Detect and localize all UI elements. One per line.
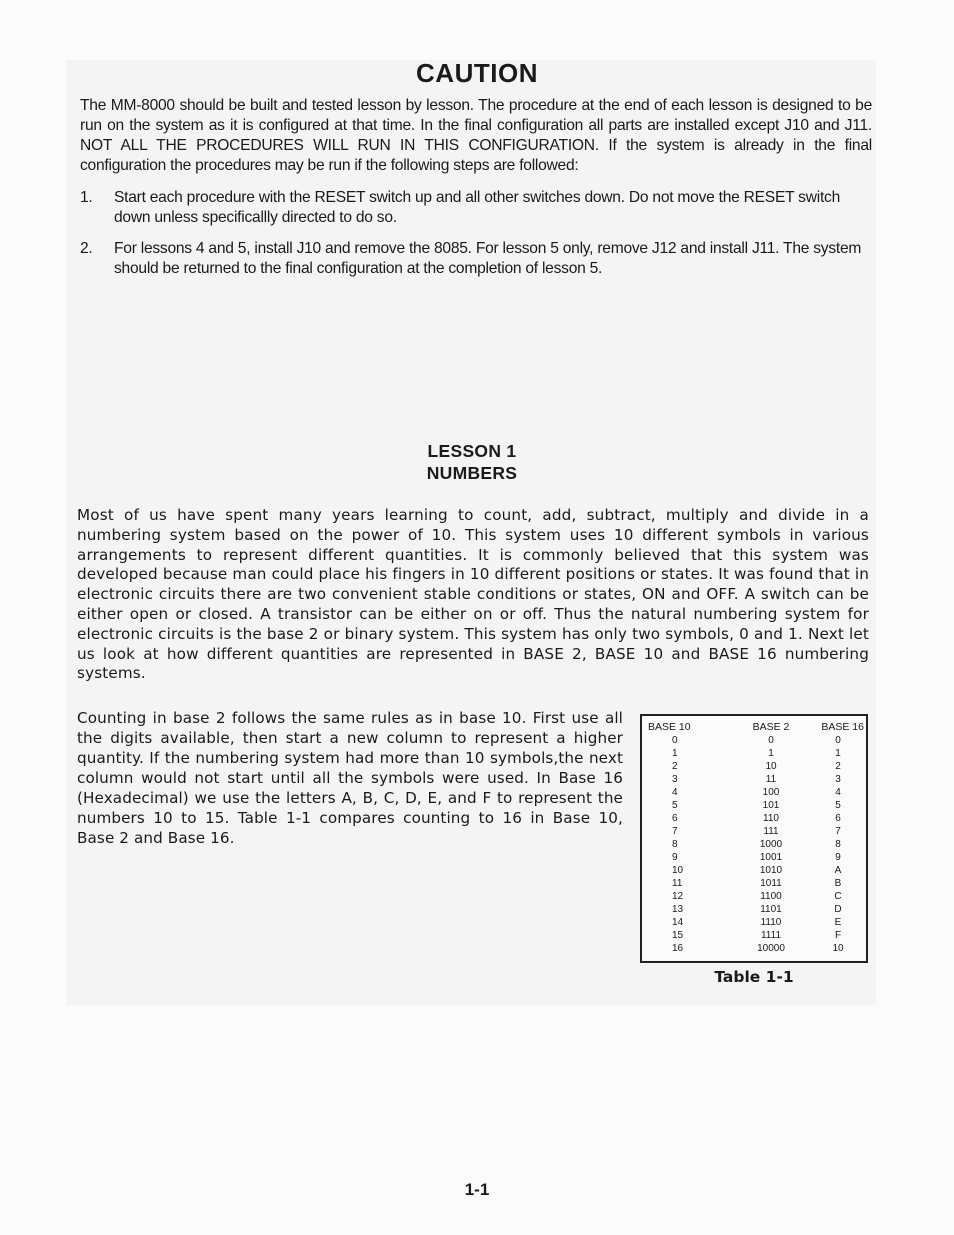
table-body <box>648 734 864 955</box>
step-text: Start each procedure with the RESET switch up and all other switches down. Do not move the RESET switch down unless specificallly directed to do so. <box>114 189 841 226</box>
table-row <box>648 812 864 825</box>
table-row <box>648 825 864 838</box>
cell-base16: 0 <box>835 735 841 746</box>
intro-paragraph: Most of us have spent many years learning to count, add, subtract, multiply and divide in a numbering system based on the power of 10. This system uses 10 different symbols in various arrangements to represent different quantities. It is commonly believed that this system was developed because man could place his fingers in 10 different positions or states. It was found that in electronic circuits there are two convenient stable conditions or states, ON and OFF. A switch can be either open or closed. A transistor can be either on or off. Thus the natural numbering system for electronic circuits is the base 2 or binary system. This system has only two symbols, 0 and 1. Next let us look at how different quantities are represented in BASE 2, BASE 10 and BASE 16 numbering systems. <box>77 506 869 683</box>
cell-base2: 1111 <box>760 930 782 941</box>
cell-base2: 1010 <box>759 865 783 876</box>
cell-base16: F <box>834 930 842 941</box>
cell-base2: 10000 <box>757 943 785 954</box>
cell-base2: 100 <box>762 787 780 798</box>
step-number: 1. <box>80 189 93 206</box>
table-row <box>648 786 864 799</box>
cell-base10: 0 <box>672 735 678 746</box>
cell-base16: C <box>834 891 842 902</box>
header-base16: BASE 16 <box>821 721 864 733</box>
cell-base2: 1000 <box>759 839 783 850</box>
cell-base10: 2 <box>672 761 678 772</box>
cell-base2: 110 <box>763 813 779 824</box>
lesson-title: NUMBERS <box>426 463 518 483</box>
header-base2: BASE 2 <box>752 721 790 733</box>
cell-base10: 16 <box>672 943 684 954</box>
cell-base2: 1 <box>768 748 774 759</box>
cell-base10: 1 <box>672 748 678 759</box>
cell-base16: D <box>834 904 842 915</box>
table-row <box>648 760 864 773</box>
caution-title: CAUTION <box>416 58 538 88</box>
table-row <box>648 890 864 903</box>
cell-base16: 5 <box>835 800 841 811</box>
table-row <box>648 838 864 851</box>
cell-base16: 4 <box>835 787 841 798</box>
table-row <box>648 799 864 812</box>
cell-base10: 13 <box>672 904 684 915</box>
cell-base2: 101 <box>762 800 780 811</box>
cell-base16: 1 <box>835 748 841 759</box>
cell-base16: 2 <box>835 761 841 772</box>
cell-base10: 14 <box>672 917 684 928</box>
caution-steps-list <box>80 188 872 290</box>
base-comparison-table <box>640 714 868 963</box>
cell-base16: 10 <box>832 943 844 954</box>
cell-base10: 10 <box>672 865 684 876</box>
table-row <box>648 851 864 864</box>
table-header-row <box>648 720 864 734</box>
step-text: For lessons 4 and 5, install J10 and remove the 8085. For lesson 5 only, remove J12 and install J11. The system should be returned to the final configuration at the completion of lesson 5. <box>114 240 862 277</box>
cell-base16: 9 <box>835 852 841 863</box>
cell-base10: 8 <box>672 839 678 850</box>
cell-base10: 7 <box>672 826 678 837</box>
counting-paragraph: Counting in base 2 follows the same rules as in base 10. First use all the digits available, then start a new column to represent a higher quantity. If the numbering system had more than 10 symbols,the next column would not start until all the symbols were used. In Base 16 (Hexadecimal) we use the letters A, B, C, D, E, and F to represent the numbers 10 to 15. Table 1-1 compares counting to 16 in Base 10, Base 2 and Base 16. <box>77 709 623 847</box>
cell-base10: 6 <box>672 813 678 824</box>
cell-base16: A <box>834 865 842 876</box>
cell-base10: 12 <box>672 891 684 902</box>
table-row <box>648 942 864 955</box>
cell-base10: 4 <box>672 787 678 798</box>
caution-paragraph: The MM-8000 should be built and tested lesson by lesson. The procedure at the end of each lesson is designed to be run on the system as it is configured at that time. In the final configuration all parts are installed except J10 and J11. NOT ALL THE PROCEDURES WILL RUN IN THIS CONFIGURATION. If the system is already in the final configuration the procedures may be run if the following steps are followed: <box>80 97 872 174</box>
caution-step <box>80 239 872 279</box>
step-number: 2. <box>80 240 93 257</box>
table-caption: Table 1-1 <box>714 968 794 986</box>
cell-base16: 7 <box>835 826 841 837</box>
table-row <box>648 916 864 929</box>
cell-base16: 8 <box>835 839 841 850</box>
cell-base10: 11 <box>672 878 683 889</box>
cell-base10: 9 <box>672 852 678 863</box>
lesson-number: LESSON 1 <box>427 441 517 461</box>
cell-base2: 1001 <box>759 852 783 863</box>
cell-base10: 5 <box>672 800 678 811</box>
cell-base2: 1100 <box>760 891 782 902</box>
caution-step <box>80 188 872 228</box>
header-base10: BASE 10 <box>648 721 691 733</box>
table-row <box>648 864 864 877</box>
table-row <box>648 929 864 942</box>
cell-base10: 3 <box>672 774 678 785</box>
table-row <box>648 747 864 760</box>
cell-base16: B <box>834 878 842 889</box>
cell-base2: 1110 <box>760 917 782 928</box>
table-row <box>648 734 864 747</box>
cell-base2: 10 <box>765 761 777 772</box>
cell-base16: 6 <box>835 813 841 824</box>
table-row <box>648 773 864 786</box>
cell-base2: 11 <box>765 774 777 785</box>
cell-base10: 15 <box>672 930 684 941</box>
cell-base2: 111 <box>763 826 779 837</box>
table-grid <box>648 720 864 955</box>
cell-base2: 1101 <box>760 904 782 915</box>
table-row <box>648 877 864 890</box>
cell-base2: 0 <box>768 735 774 746</box>
cell-base16: 3 <box>835 774 841 785</box>
lesson-heading <box>0 440 944 484</box>
cell-base2: 1011 <box>760 878 782 889</box>
table-row <box>648 903 864 916</box>
page-number: 1-1 <box>464 1180 490 1199</box>
cell-base16: E <box>834 917 842 928</box>
